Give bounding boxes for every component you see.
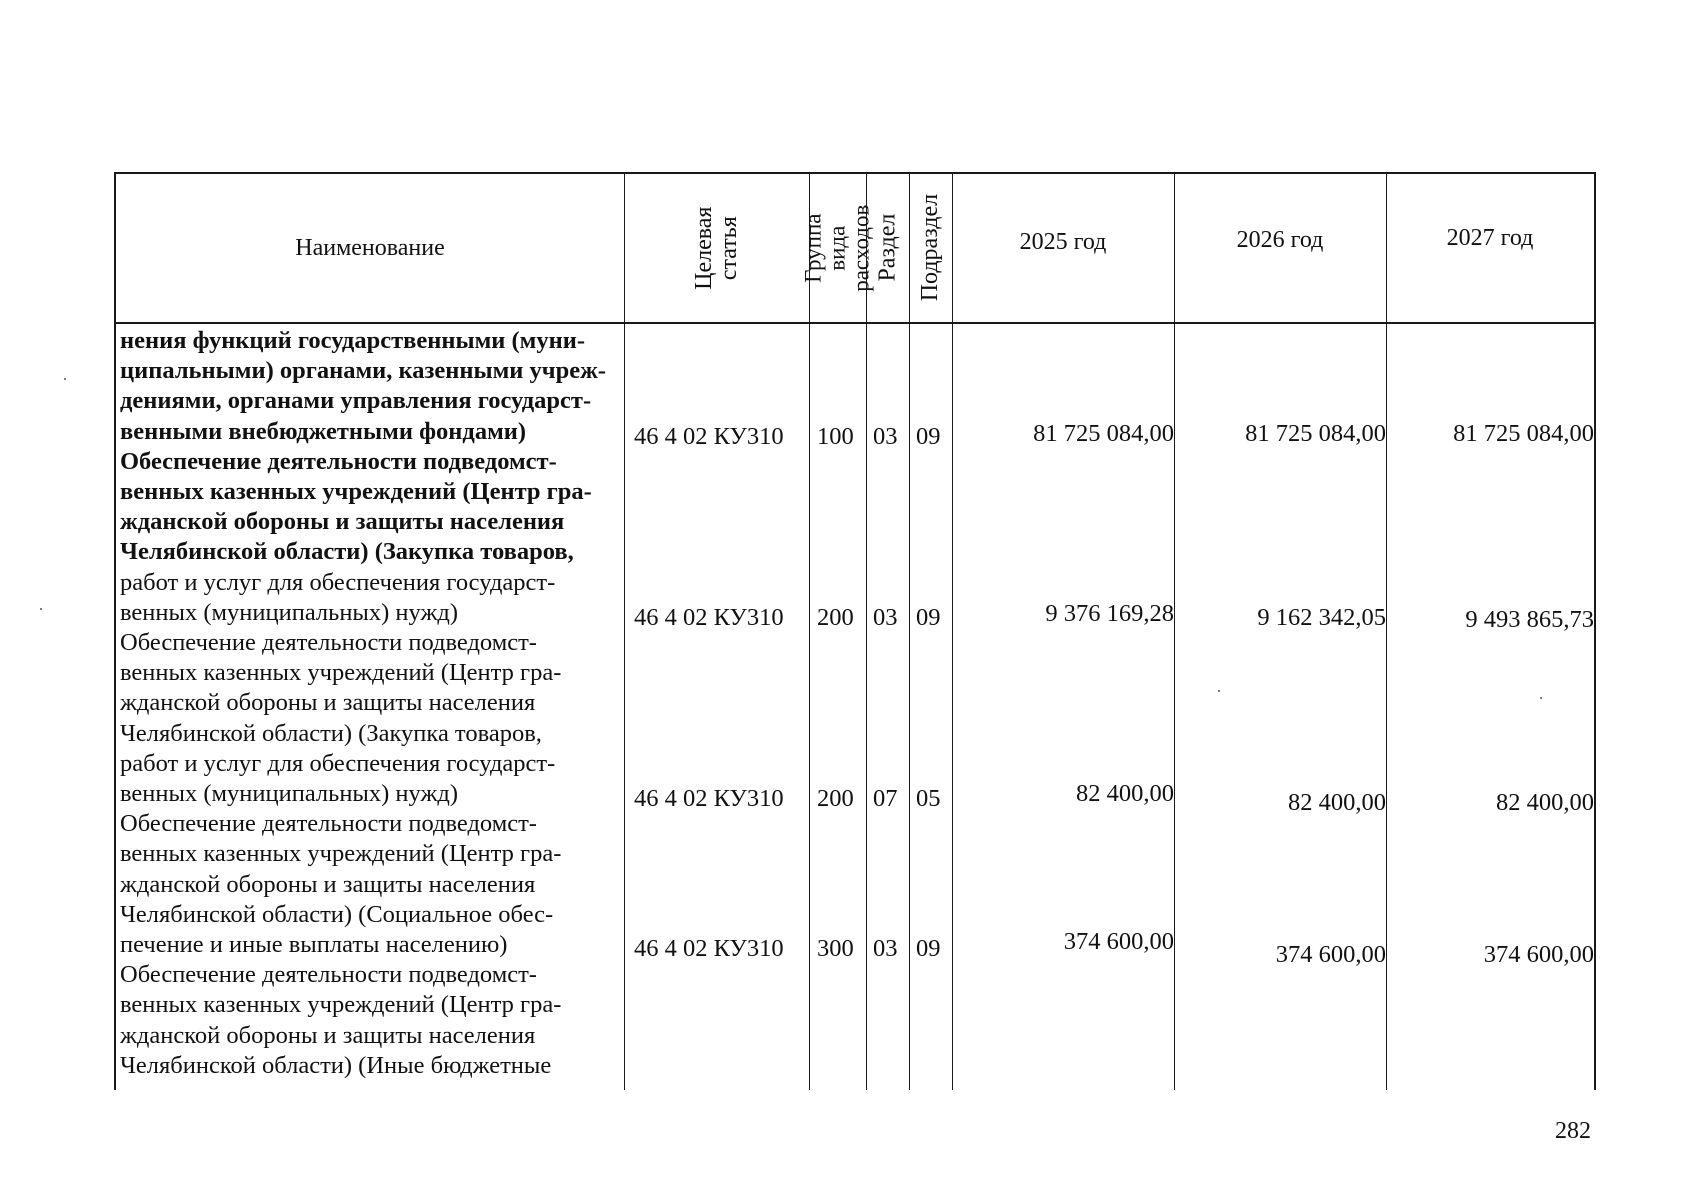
header-expense-group: [800, 174, 874, 322]
row-2-2025: 9 376 169,28: [1045, 600, 1174, 627]
row-4-name: [120, 809, 618, 960]
row-1-group: 100: [817, 423, 854, 450]
header-2027: [1386, 164, 1594, 312]
header-2025-label: 2025 год: [1019, 228, 1107, 255]
name-line: жданской обороны и защиты населения: [120, 689, 536, 717]
row-3-group: 200: [817, 785, 854, 812]
row-4-group: 300: [817, 935, 854, 962]
row-2-2026: 9 162 342,05: [1257, 604, 1386, 631]
row-3-section: 07: [873, 785, 898, 812]
name-line: ципальными) органами, казенными учреж-: [120, 357, 607, 385]
row-2-group: 200: [817, 604, 854, 631]
name-line: Челябинской области) (Закупка товаров,: [120, 538, 574, 566]
header-target-article-label: Целевая статья: [690, 206, 742, 290]
row-3-2026: 82 400,00: [1288, 789, 1386, 816]
name-line: венными внебюджетными фондами): [120, 417, 527, 445]
name-line: Челябинской области) (Закупка товаров,: [120, 719, 542, 747]
row-4-target: 46 4 02 КУ310: [634, 935, 784, 962]
name-line: Обеспечение деятельности подведомст-: [120, 447, 557, 475]
name-line: жданской обороны и защиты населения: [120, 1021, 536, 1049]
row-3-name: [120, 628, 618, 809]
name-column: [120, 326, 618, 1081]
row-3-target: 46 4 02 КУ310: [634, 785, 784, 812]
row-1-target: 46 4 02 КУ310: [634, 423, 784, 450]
header-subsection-label: Подраздел: [916, 194, 943, 302]
scan-speck: [1218, 690, 1220, 692]
name-line: венных (муниципальных) нужд): [120, 780, 459, 808]
row-4-section: 03: [873, 935, 898, 962]
name-line: нения функций государственными (муни-: [120, 327, 585, 354]
name-line: Челябинской области) (Иные бюджетные: [120, 1051, 552, 1079]
row-4-subsection: 09: [916, 935, 941, 962]
header-target-article: [624, 174, 809, 322]
budget-table: [114, 172, 1596, 1090]
name-line: работ и услуг для обеспечения государст-: [120, 568, 556, 596]
name-line: венных казенных учреждений (Центр гра-: [120, 991, 562, 1019]
row-2-name: [120, 447, 618, 628]
header-2025: [952, 168, 1174, 316]
name-line: дениями, органами управления государст-: [120, 387, 592, 415]
header-subsection: [909, 174, 952, 322]
name-line: Обеспечение деятельности подведомст-: [120, 810, 537, 838]
row-1-name: [120, 326, 618, 447]
header-name-label: Наименование: [295, 234, 445, 261]
row-2-section: 03: [873, 604, 898, 631]
name-line: Обеспечение деятельности подведомст-: [120, 629, 537, 657]
row-1-2026: 81 725 084,00: [1245, 420, 1386, 447]
row-5-name: [120, 960, 618, 1081]
row-4-2026: 374 600,00: [1275, 941, 1386, 968]
scan-speck: [64, 378, 66, 380]
name-line: венных казенных учреждений (Центр гра-: [120, 840, 562, 868]
row-1-section: 03: [873, 423, 898, 450]
name-line: жданской обороны и защиты населения: [120, 870, 536, 898]
row-1-2025: 81 725 084,00: [1033, 420, 1174, 447]
row-4-2025: 374 600,00: [1063, 928, 1174, 955]
header-section: [866, 174, 909, 322]
name-line: венных казенных учреждений (Центр гра-: [120, 478, 592, 506]
name-line: работ и услуг для обеспечения государст-: [120, 749, 556, 777]
name-line: Челябинской области) (Социальное обес-: [120, 900, 554, 928]
row-4-2027: 374 600,00: [1483, 941, 1594, 968]
header-2026: [1174, 166, 1386, 314]
name-line: Обеспечение деятельности подведомст-: [120, 961, 537, 989]
header-2026-label: 2026 год: [1236, 226, 1324, 253]
row-3-2027: 82 400,00: [1496, 789, 1594, 816]
page-number: 282: [1555, 1118, 1591, 1144]
row-2-2027: 9 493 865,73: [1465, 606, 1594, 633]
row-1-subsection: 09: [916, 423, 941, 450]
row-2-subsection: 09: [916, 604, 941, 631]
header-divider: [116, 322, 1594, 324]
name-line: жданской обороны и защиты населения: [120, 508, 565, 536]
header-name: [116, 174, 624, 322]
name-line: венных казенных учреждений (Центр гра-: [120, 659, 562, 687]
name-line: печение и иные выплаты населению): [120, 931, 508, 959]
header-2027-label: 2027 год: [1446, 224, 1534, 251]
scan-speck: [40, 608, 42, 610]
header-section-label: Раздел: [873, 214, 900, 282]
name-line: венных (муниципальных) нужд): [120, 598, 459, 626]
header-expense-group-label: Группа вида расходов: [800, 204, 874, 292]
row-3-subsection: 05: [916, 785, 941, 812]
scan-speck: [1540, 697, 1542, 699]
row-1-2027: 81 725 084,00: [1453, 420, 1594, 447]
row-3-2025: 82 400,00: [1076, 780, 1174, 807]
row-2-target: 46 4 02 КУ310: [634, 604, 784, 631]
